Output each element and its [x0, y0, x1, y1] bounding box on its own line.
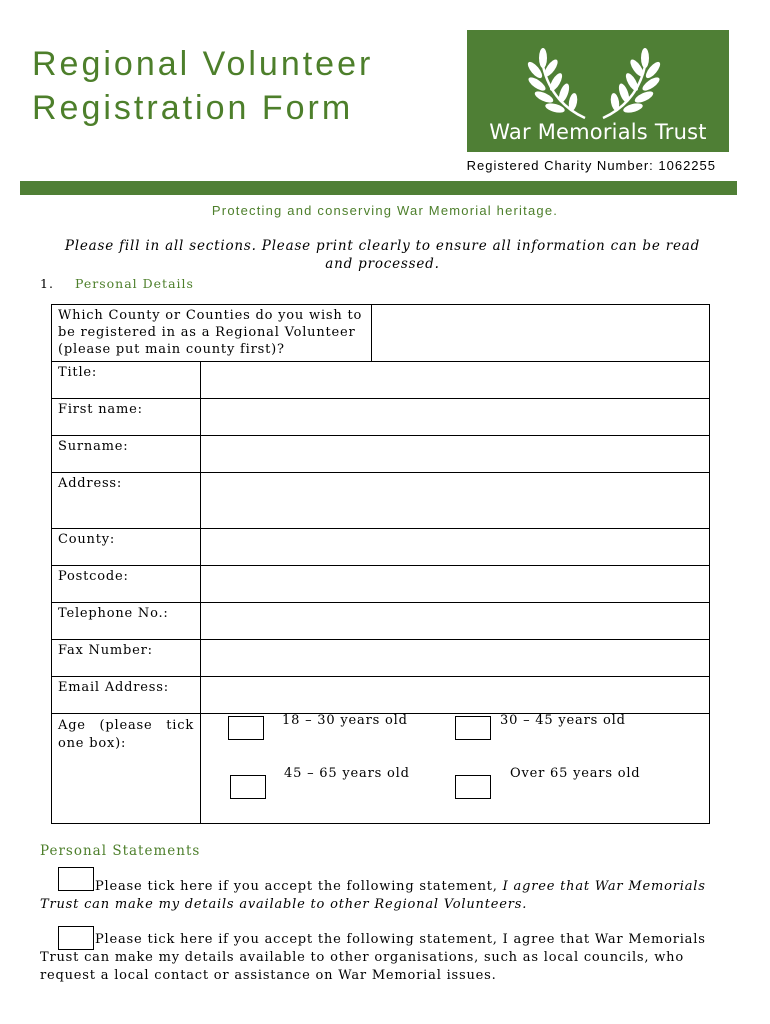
- first-name-label: First name:: [52, 399, 201, 436]
- title-label: Title:: [52, 362, 201, 399]
- telephone-label: Telephone No.:: [52, 603, 201, 640]
- address-input[interactable]: [201, 473, 710, 529]
- charity-number: Registered Charity Number: 1062255: [466, 158, 716, 173]
- age-18-30-label: 18 – 30 years old: [282, 713, 408, 728]
- table-row: [52, 305, 710, 362]
- age-label: Age (please tick one box):: [52, 714, 201, 824]
- personal-details-table: [51, 304, 710, 824]
- table-row: [52, 529, 710, 566]
- age-45-65-label: 45 – 65 years old: [284, 766, 410, 781]
- age-30-45-label: 30 – 45 years old: [500, 713, 626, 728]
- table-row: [52, 603, 710, 640]
- fax-input[interactable]: [201, 640, 710, 677]
- table-row: [52, 677, 710, 714]
- table-row: [52, 362, 710, 399]
- page-title: [32, 42, 373, 130]
- email-label: Email Address:: [52, 677, 201, 714]
- table-row: [52, 566, 710, 603]
- personal-statements-heading: Personal Statements: [40, 843, 201, 859]
- section-number: 1.: [40, 276, 54, 291]
- title-line-1: Regional Volunteer: [32, 45, 374, 83]
- statement-1-text: [40, 878, 740, 914]
- section-heading-personal-details: [40, 276, 194, 291]
- statement-1-italic: I agree that War Memorials Trust can make my details available to other Regional Volunteers.: [40, 879, 706, 912]
- first-name-input[interactable]: [201, 399, 710, 436]
- logo-text: War Memorials Trust: [489, 120, 707, 144]
- fax-label: Fax Number:: [52, 640, 201, 677]
- table-row: [52, 399, 710, 436]
- instructions: Please fill in all sections. Please print clearly to ensure all information can be read and processed.: [64, 238, 701, 272]
- address-label: Address:: [52, 473, 201, 529]
- header-divider: [20, 181, 737, 195]
- age-over-65-checkbox[interactable]: [455, 775, 491, 799]
- county-question-label: Which County or Counties do you wish to be registered in as a Regional Volunteer (please put main county first)?: [52, 305, 372, 362]
- age-over-65-label: Over 65 years old: [510, 766, 641, 781]
- telephone-input[interactable]: [201, 603, 710, 640]
- age-30-45-checkbox[interactable]: [455, 716, 491, 740]
- title-line-2: Registration Form: [32, 89, 354, 127]
- war-memorials-trust-logo: [467, 30, 729, 152]
- table-row: [52, 436, 710, 473]
- title-input[interactable]: [201, 362, 710, 399]
- county-input[interactable]: [372, 305, 710, 362]
- postcode-label: Postcode:: [52, 566, 201, 603]
- tagline: Protecting and conserving War Memorial heritage.: [211, 203, 559, 218]
- age-45-65-checkbox[interactable]: [230, 775, 266, 799]
- statement-2-text: Please tick here if you accept the following statement, I agree that War Memorials Trust can make my details available to other organisations, such as local councils, who request a local contact or assistance on War Memorial issues.: [40, 932, 706, 983]
- table-row: [52, 640, 710, 677]
- surname-input[interactable]: [201, 436, 710, 473]
- statement-1-prefix: Please tick here if you accept the following statement,: [95, 879, 503, 894]
- section-title: Personal Details: [75, 276, 194, 291]
- postcode-input[interactable]: [201, 566, 710, 603]
- age-18-30-checkbox[interactable]: [228, 716, 264, 740]
- county-label: County:: [52, 529, 201, 566]
- surname-label: Surname:: [52, 436, 201, 473]
- county-field-input[interactable]: [201, 529, 710, 566]
- email-input[interactable]: [201, 677, 710, 714]
- table-row: [52, 473, 710, 529]
